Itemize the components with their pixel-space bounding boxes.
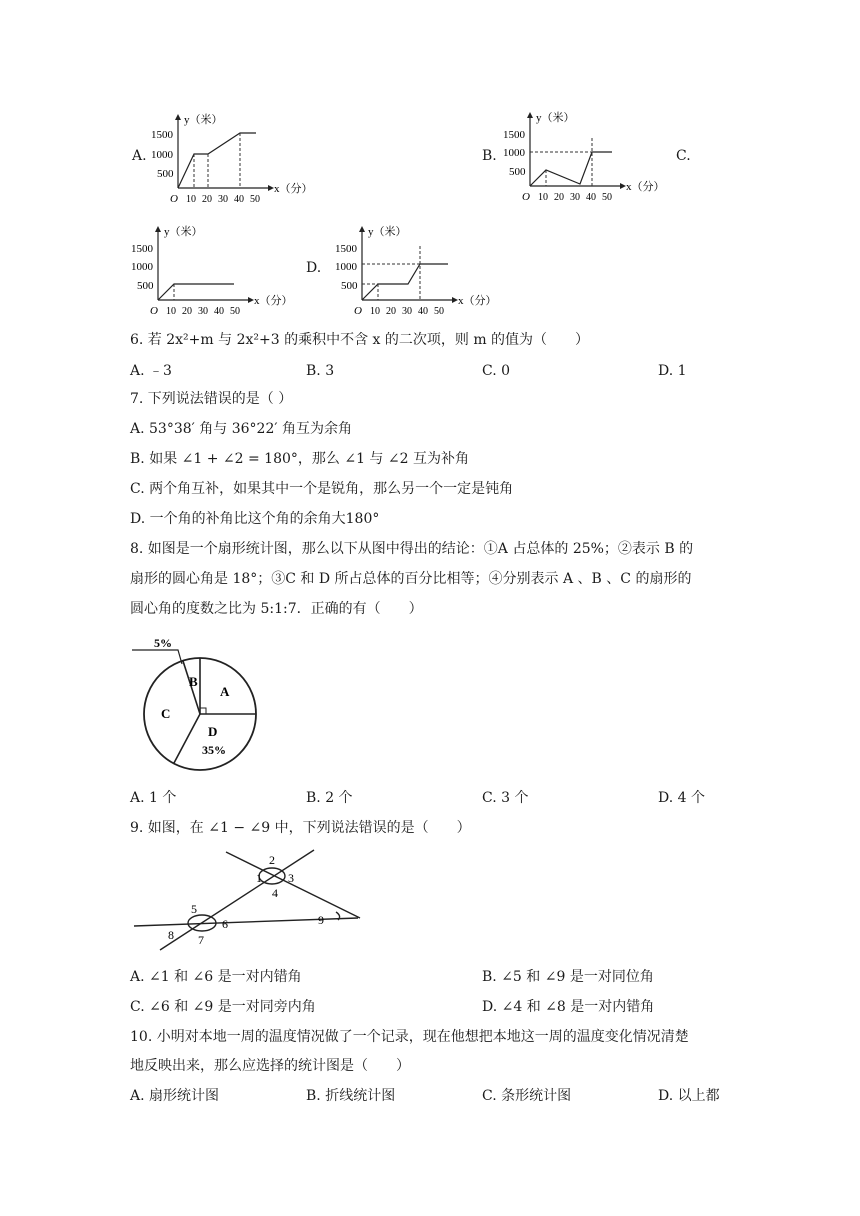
graph-c-xtick: 10 <box>166 306 176 317</box>
graph-d <box>334 222 504 318</box>
q9-option-c: C. ∠6 和 ∠9 是一对同旁内角 <box>130 999 316 1015</box>
q7-option-a: A. 53°38′ 角与 36°22′ 角互为余角 <box>130 421 352 437</box>
q10-option-b: B. 折线统计图 <box>306 1088 396 1104</box>
q5-option-d-label: D. <box>306 260 322 276</box>
graph-a-ylabel: y（米） <box>184 114 223 126</box>
right-angle-mark <box>200 708 206 714</box>
graph-c-xtick: 50 <box>230 306 240 317</box>
graph-b-ytick-1000: 1000 <box>503 147 525 159</box>
line-2 <box>160 850 314 950</box>
angle-label-3: 3 <box>288 871 294 885</box>
graph-b-origin: O <box>522 191 530 203</box>
angle-diagram <box>130 846 370 956</box>
q8-stem-line1: 8. 如图是一个扇形统计图，那么以下从图中得出的结论：①A 占总体的 25%；②表示 B 的 <box>130 541 694 557</box>
q6-option-b: B. 3 <box>306 363 335 379</box>
pie-chart <box>128 630 278 780</box>
q7-stem: 7. 下列说法错误的是（ ） <box>130 391 293 407</box>
graph-d-xtick: 20 <box>386 306 396 317</box>
q10-option-c: C. 条形统计图 <box>482 1088 572 1104</box>
q10-stem-line2: 地反映出来，那么应选择的统计图是（ ） <box>130 1058 410 1074</box>
q10-option-d: D. 以上都 <box>658 1088 720 1104</box>
graph-b-xtick: 20 <box>554 192 564 203</box>
pie-label-d-pct: 35% <box>202 743 226 757</box>
graph-b-xlabel: x（分） <box>626 181 665 193</box>
q8-option-a: A. 1 个 <box>130 790 177 806</box>
graph-b <box>502 108 672 204</box>
graph-c-origin: O <box>150 305 158 317</box>
angle-label-9: 9 <box>318 913 324 927</box>
graph-a-xtick: 10 <box>186 194 196 205</box>
graph-a <box>150 112 313 208</box>
graph-c-xtick: 30 <box>198 306 208 317</box>
q9-option-b: B. ∠5 和 ∠9 是一对同位角 <box>482 969 654 985</box>
graph-b-xtick: 30 <box>570 192 580 203</box>
graph-a-ytick-1000: 1000 <box>151 149 173 161</box>
q6-option-c: C. 0 <box>482 363 511 379</box>
q8-option-d: D. 4 个 <box>658 790 705 806</box>
graph-d-ylabel: y（米） <box>368 226 407 238</box>
graph-d-ytick-500: 500 <box>341 280 358 292</box>
pie-label-c: C <box>161 706 171 721</box>
pie-label-a: A <box>220 684 230 699</box>
q10-option-a: A. 扇形统计图 <box>130 1088 220 1104</box>
q7-option-b: B. 如果 ∠1 + ∠2 = 180°，那么 ∠1 与 ∠2 互为补角 <box>130 451 469 467</box>
graph-c-xtick: 20 <box>182 306 192 317</box>
q8-stem-line3: 圆心角的度数之比为 5:1:7．正确的有（ ） <box>130 601 423 617</box>
pie-label-d: D <box>208 724 218 739</box>
graph-a-xtick: 50 <box>250 194 260 205</box>
q9-stem: 9. 如图，在 ∠1 − ∠9 中，下列说法错误的是（ ） <box>130 820 471 836</box>
graph-c <box>130 222 300 318</box>
pie-divider <box>174 714 200 763</box>
q7-option-d: D. 一个角的补角比这个角的余角大180° <box>130 511 380 527</box>
graph-c-ytick-1000: 1000 <box>131 261 153 273</box>
angle-label-7: 7 <box>198 933 204 947</box>
graph-d-xtick: 40 <box>418 306 428 317</box>
q9-option-d: D. ∠4 和 ∠8 是一对内错角 <box>482 999 655 1015</box>
q8-option-b: B. 2 个 <box>306 790 353 806</box>
pie-label-b-pct: 5% <box>154 636 172 650</box>
line-3 <box>134 918 358 926</box>
graph-a-xtick: 30 <box>218 194 228 205</box>
graph-c-xtick: 40 <box>214 306 224 317</box>
graph-b-ytick-500: 500 <box>509 166 526 178</box>
graph-b-ylabel: y（米） <box>536 112 575 124</box>
line-1 <box>226 852 360 918</box>
angle-label-5: 5 <box>191 902 197 916</box>
q7-option-c: C. 两个角互补，如果其中一个是锐角，那么另一个一定是钝角 <box>130 481 514 497</box>
graph-a-ytick-500: 500 <box>157 168 174 180</box>
angle-label-6: 6 <box>222 917 228 931</box>
graph-c-xlabel: x（分） <box>254 295 293 307</box>
angle-label-2: 2 <box>269 853 275 867</box>
angle-label-4: 4 <box>272 886 278 900</box>
graph-d-xlabel: x（分） <box>458 295 497 307</box>
graph-d-xtick: 50 <box>434 306 444 317</box>
angle-label-8: 8 <box>168 928 174 942</box>
q8-stem-line2: 扇形的圆心角是 18°；③C 和 D 所占总体的百分比相等；④分别表示 A 、B 、C 的扇形的 <box>130 571 692 587</box>
graph-b-xtick: 40 <box>586 192 596 203</box>
angle-arc-upper <box>259 868 285 884</box>
angle-label-1: 1 <box>256 871 262 885</box>
graph-c-ytick-1500: 1500 <box>131 243 153 255</box>
graph-b-ytick-1500: 1500 <box>503 129 525 141</box>
graph-a-xtick: 40 <box>234 194 244 205</box>
q9-option-a: A. ∠1 和 ∠6 是一对内错角 <box>130 969 302 985</box>
graph-b-xtick: 10 <box>538 192 548 203</box>
q10-stem-line1: 10. 小明对本地一周的温度情况做了一个记录，现在他想把本地这一周的温度变化情况清楚 <box>130 1029 689 1045</box>
graph-c-ylabel: y（米） <box>164 226 203 238</box>
q8-option-c: C. 3 个 <box>482 790 529 806</box>
graph-d-ytick-1500: 1500 <box>335 243 357 255</box>
graph-d-origin: O <box>354 305 362 317</box>
q6-option-d: D. 1 <box>658 363 687 379</box>
graph-d-xtick: 30 <box>402 306 412 317</box>
pie-label-b: B <box>189 674 198 689</box>
graph-d-xtick: 10 <box>370 306 380 317</box>
graph-c-ytick-500: 500 <box>137 280 154 292</box>
graph-a-xtick: 20 <box>202 194 212 205</box>
graph-d-ytick-1000: 1000 <box>335 261 357 273</box>
q6-option-a: A. ﹣3 <box>130 363 172 379</box>
q5-option-c-label: C. <box>676 148 691 164</box>
graph-a-xlabel: x（分） <box>274 183 313 195</box>
graph-b-xtick: 50 <box>602 192 612 203</box>
graph-a-ytick-1500: 1500 <box>151 129 173 141</box>
q5-option-a-label: A. <box>132 148 147 164</box>
pie-callout-line <box>132 650 182 664</box>
q5-option-b-label: B. <box>482 148 497 164</box>
graph-a-origin: O <box>170 193 178 205</box>
q6-stem: 6. 若 2x²+m 与 2x²+3 的乘积中不含 x 的二次项，则 m 的值为（ ） <box>130 332 590 348</box>
